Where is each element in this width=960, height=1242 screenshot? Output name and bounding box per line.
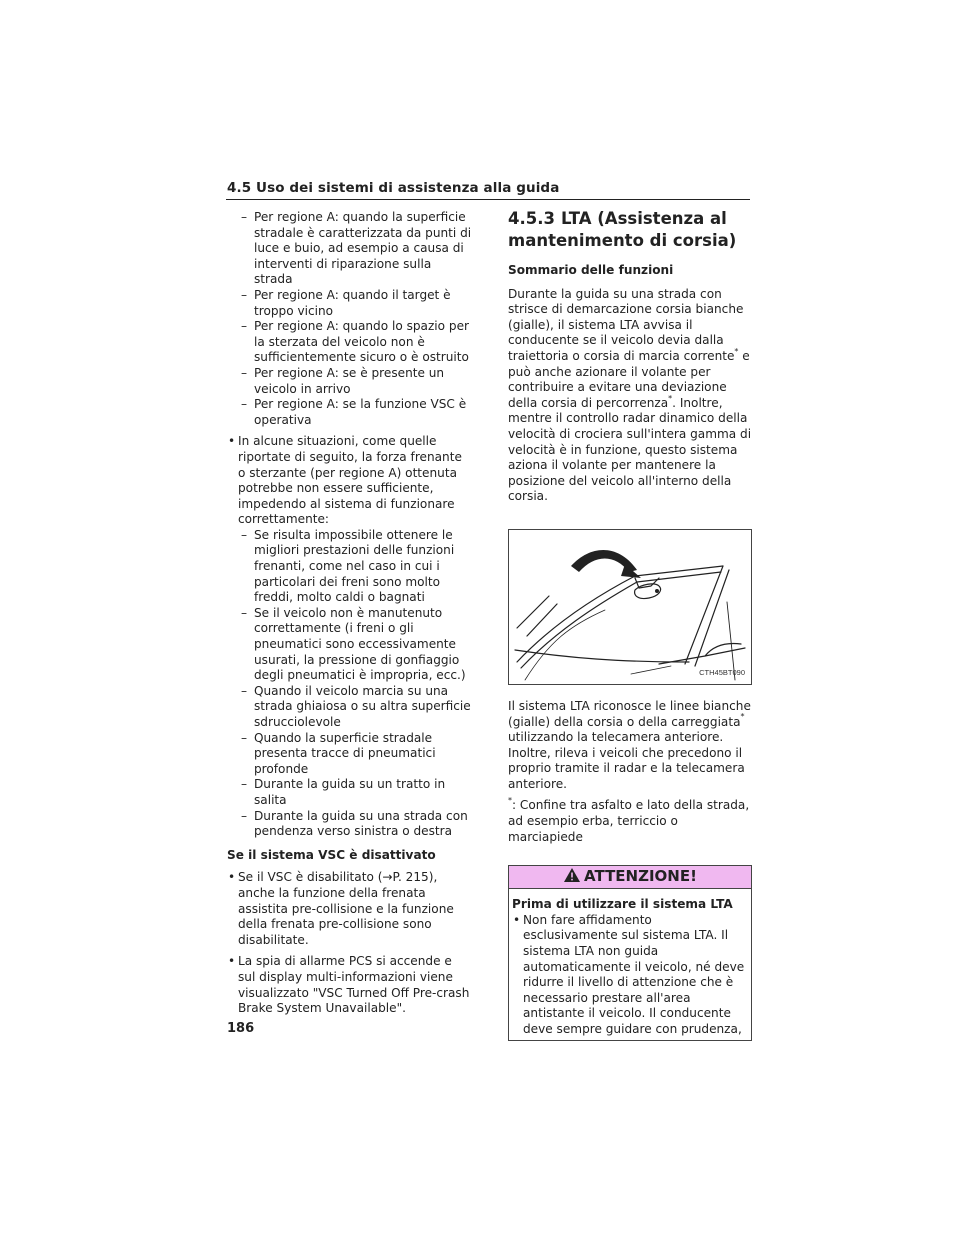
- dash-item-text: Per regione A: quando il target è troppo vicino: [254, 287, 451, 318]
- windshield-camera-illustration: [508, 529, 752, 685]
- dash-item-text: Per regione A: se è presente un veicolo in arrivo: [254, 365, 445, 396]
- header-rule: [226, 199, 750, 200]
- chapter-title-text: LTA (Assistenza al mantenimento di corsia): [508, 209, 737, 250]
- caution-header: [509, 866, 751, 889]
- caution-bullet-text: Non fare affidamento esclusivamente sul sistema LTA. Il sistema LTA non guida automaticamente il veicolo, né deve ridurre il livello di attenzione che è necessario prestare all'area antistante il veicolo. Il conducente deve sempre guidare con prudenza,: [523, 912, 745, 1036]
- caution-title: ATTENZIONE!: [584, 867, 697, 886]
- caution-body: [509, 889, 751, 1039]
- dash-item-text: Per regione A: quando lo spazio per la sterzata del veicolo non è sufficientemente sicuro o è ostruito: [254, 319, 470, 365]
- bullet-text: La spia di allarme PCS si accende e sul display multi-informazioni viene visualizzato "VSC Turned Off Pre-crash Brake System Unavailable".: [238, 954, 470, 1016]
- left-column: [227, 210, 472, 1017]
- page-number: 186: [227, 1021, 255, 1036]
- footnote-marker: *: [508, 796, 512, 806]
- dash-list-item: [227, 809, 472, 840]
- summary-text-1: Durante la guida su una strada con strisce di demarcazione corsia bianche (gialle), il sistema LTA avvisa il conducente se il veicolo devia dalla traiettoria o corsia di marcia corrente: [508, 286, 744, 363]
- footnote-text: : Confine tra asfalto e lato della strada, ad esempio erba, terriccio o marciapiede: [508, 798, 750, 844]
- dash-list-item: [227, 397, 472, 428]
- dash-mark: –: [241, 808, 248, 823]
- bullet-mark: •: [228, 870, 236, 885]
- dash-mark: –: [241, 777, 248, 792]
- subheading-vsc-off: Se il sistema VSC è disattivato: [227, 847, 436, 862]
- bullet-mark: •: [228, 954, 236, 969]
- dash-list-item: [227, 777, 472, 808]
- caution-bullet: [512, 913, 748, 1038]
- dash-item-text: Quando il veicolo marcia su una strada ghiaiosa o su altra superficie sdrucciolevole: [254, 683, 471, 729]
- lta-text-2: utilizzando la telecamera anteriore. Inoltre, rileva i veicoli che precedono il proprio tramite il radar e la telecamera anteriore.: [508, 730, 745, 791]
- dash-item-text: Se risulta impossibile ottenere le migliori prestazioni delle funzioni frenanti, come nel caso in cui i particolari dei freni sono molto freddi, molto caldi o bagnati: [254, 527, 455, 605]
- bullet-text: In alcune situazioni, come quelle riportate di seguito, la forza frenante o sterzante (per regione A) ottenuta potrebbe non essere sufficiente, impedendo al sistema di funzionare correttamente:: [238, 434, 462, 527]
- bullet-list-item: [227, 954, 472, 1016]
- dash-list-item: [227, 528, 472, 606]
- dash-item-text: Durante la guida su una strada con pendenza verso sinistra o destra: [254, 808, 468, 839]
- dash-mark: –: [241, 397, 248, 412]
- chapter-title: [508, 208, 752, 252]
- bullet-list-item: [227, 870, 472, 948]
- dash-mark: –: [241, 730, 248, 745]
- bullet-mark: •: [228, 434, 236, 449]
- caution-box: [508, 865, 752, 1040]
- dash-list-conditions-a: [227, 210, 472, 428]
- dash-mark: –: [241, 319, 248, 334]
- dash-list-item: [227, 288, 472, 319]
- warning-triangle-icon: [563, 867, 581, 887]
- chapter-number: 4.5.3: [508, 209, 555, 228]
- footnote-marker: *: [734, 346, 739, 356]
- summary-text-3: . Inoltre, mentre il controllo radar dinamico della velocità di crociera sull'intera gamma di velocità è in funzione, questo sistema aziona il volante per mantenere la posizione del veicolo all'interno della corsia.: [508, 395, 752, 504]
- dash-list-item: [227, 210, 472, 288]
- right-column: [508, 208, 752, 1041]
- lta-paragraph: [508, 699, 752, 793]
- dash-mark: –: [241, 365, 248, 380]
- footnote-marker: *: [668, 393, 673, 403]
- bullet-text: Se il VSC è disabilitato (→P. 215), anche la funzione della frenata assistita pre-collisione e la funzione della frenata pre-collisione sono disabilitate.: [238, 870, 454, 947]
- dash-mark: –: [241, 287, 248, 302]
- summary-title: Sommario delle funzioni: [508, 263, 674, 277]
- dash-mark: –: [241, 605, 248, 620]
- dash-item-text: Se il veicolo non è manutenuto correttamente (i freni o gli pneumatici sono eccessivamente usurati, la pressione di gonfiaggio degli pneumatici è impropria, ecc.): [254, 605, 466, 683]
- dash-list-item: [227, 366, 472, 397]
- bullet-list-vsc: [227, 870, 472, 1016]
- bullet-mark: •: [513, 912, 521, 927]
- dash-list-item: [227, 731, 472, 778]
- section-header: 4.5 Uso dei sistemi di assistenza alla guida: [227, 180, 560, 196]
- dash-item-text: Durante la guida su un tratto in salita: [254, 777, 446, 807]
- dash-mark: –: [241, 683, 248, 698]
- dash-mark: –: [241, 527, 248, 542]
- dash-list-brake-situations: [227, 528, 472, 840]
- caution-subtitle: Prima di utilizzare il sistema LTA: [512, 897, 733, 912]
- dash-list-item: [227, 684, 472, 731]
- dash-list-item: [227, 606, 472, 684]
- dash-item-text: Per regione A: quando la superficie stradale è caratterizzata da punti di luce e buio, ad esempio a causa di interventi di riparazione sulla strada: [254, 210, 472, 287]
- footnote-marker: *: [740, 712, 745, 722]
- dash-list-item: [227, 319, 472, 366]
- lta-text-1: Il sistema LTA riconosce le linee bianche (gialle) della corsia o della carreggiata: [508, 698, 751, 729]
- figure-code: CTH45BT090: [699, 668, 745, 678]
- dash-mark: –: [241, 210, 248, 224]
- dash-item-text: Quando la superficie stradale presenta tracce di pneumatici profonde: [254, 730, 436, 776]
- footnote: [508, 798, 752, 845]
- summary-text-2: e può anche azionare il volante per contribuire a evitare una deviazione della corsia di percorrenza: [508, 348, 750, 410]
- dash-item-text: Per regione A: se la funzione VSC è operativa: [254, 397, 467, 427]
- bullet-insufficient-force: [227, 434, 472, 528]
- summary-paragraph: [508, 287, 752, 505]
- windshield-camera-drawing: [509, 530, 751, 684]
